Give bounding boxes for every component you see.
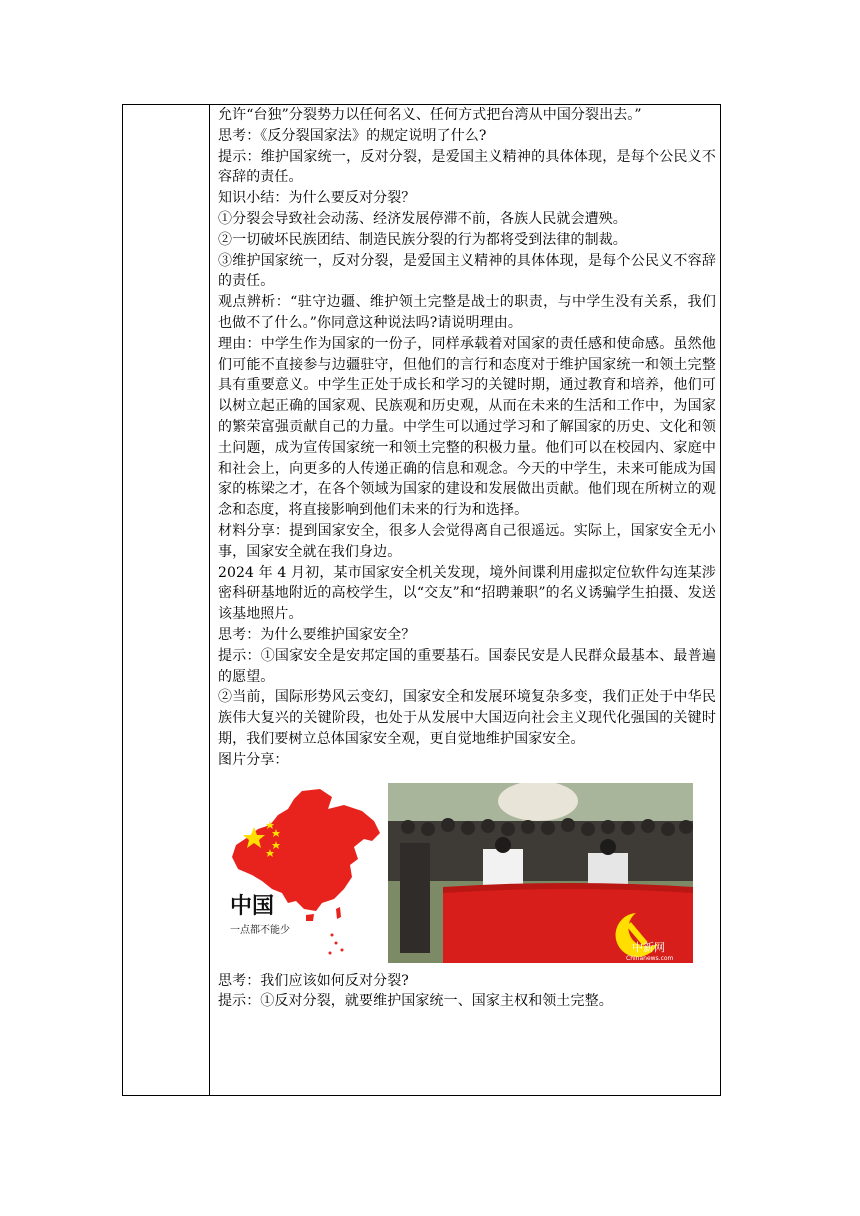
lesson-table: [122, 104, 721, 1096]
paragraph: 思考：我们应该如何反对分裂?: [218, 972, 409, 989]
paragraph: 提示：维护国家统一，反对分裂，是爱国主义精神的具体体现，是每个公民义不容辞的责任。: [218, 148, 716, 186]
china-map-image: [224, 785, 384, 961]
paragraph: ③维护国家统一，反对分裂，是爱国主义精神的具体体现，是每个公民义不容辞的责任。: [218, 252, 716, 290]
paragraph: 提示：①反对分裂，就要维护国家统一、国家主权和领土完整。: [218, 993, 613, 1010]
paragraph: ②一切破坏民族团结、制造民族分裂的行为都将受到法律的制裁。: [218, 231, 627, 248]
figure-row: [218, 775, 716, 965]
left-column-cell: [123, 105, 210, 1095]
paragraph: 提示：①国家安全是安邦定国的重要基石。国泰民安是人民群众最基本、最普遍的愿望。: [218, 647, 716, 685]
hainan-shape: [306, 914, 314, 921]
paragraph: 允许“台独”分裂势力以任何名义、任何方式把台湾从中国分裂出去。”: [218, 107, 642, 123]
paragraph: 知识小结：为什么要反对分裂？: [218, 190, 416, 207]
map-subtitle: 一点都不能少: [230, 924, 290, 936]
paragraph: 理由：中学生作为国家的一份子，同样承载着对国家的责任感和使命感。虽然他们可能不直接参与边疆驻守，但他们的言行和态度对于维护国家统一和领土完整具有重要意义。中学生正处于成长和学习的关键时期，通过教育和培养，他们可以树立起正确的国家观、民族观和历史观，从而在未来的生活和工作中，为国家的繁荣富强贡献自己的力量。中学生可以通过学习和了解国家的历史、文化和领土问题，成为宣传国家统一和领土完整的积极力量。他们可以在校园内、家庭中和社会上，向更多的人传递正确的信息和观念。今天的中学生，未来可能成为国家的栋梁之才，在各个领域为国家的建设和发展做出贡献。他们现在所树立的观念和态度，将直接影响到他们未来的行为和选择。: [218, 335, 716, 519]
taiwan-shape: [336, 907, 341, 919]
paragraph: 图片分享：: [218, 751, 289, 768]
paragraph: ①分裂会导致社会动荡、经济发展停滞不前，各族人民就会遭殃。: [218, 210, 627, 227]
photo-watermark-en: Chinanews.com: [626, 954, 674, 962]
paragraph: ②当前，国际形势风云变幻，国家安全和发展环境复杂多变，我们正处于中华民族伟大复兴的关键阶段，也处于从发展中大国迈向社会主义现代化强国的关键时期，我们要树立总体国家安全观，更自觉地维护国家安全。: [218, 689, 716, 747]
paragraph: 思考：《反分裂国家法》的规定说明了什么?: [218, 127, 487, 144]
right-column-cell: [218, 105, 716, 1012]
paragraph: 观点辨析：“驻守边疆、维护领土完整是战士的职责，与中学生没有关系，我们也做不了什么。”你同意这种说法吗?请说明理由。: [218, 294, 716, 331]
paragraph: 材料分享：提到国家安全，很多人会觉得离自己很遥远。实际上，国家安全无小事，国家安全就在我们身边。: [218, 522, 716, 560]
photo-watermark-cn: 中新网: [632, 940, 665, 954]
crowd-flag-photo: [388, 783, 693, 963]
paragraph: 思考：为什么要维护国家安全？: [218, 626, 416, 643]
map-title: 中国: [230, 892, 275, 919]
paragraph: 2024 年 4 月初，某市国家安全机关发现，境外间谍利用虚拟定位软件勾连某涉密科研基地附近的高校学生，以“交友”和“招聘兼职”的名义诱骗学生拍摄、发送该基地照片。: [218, 564, 716, 623]
